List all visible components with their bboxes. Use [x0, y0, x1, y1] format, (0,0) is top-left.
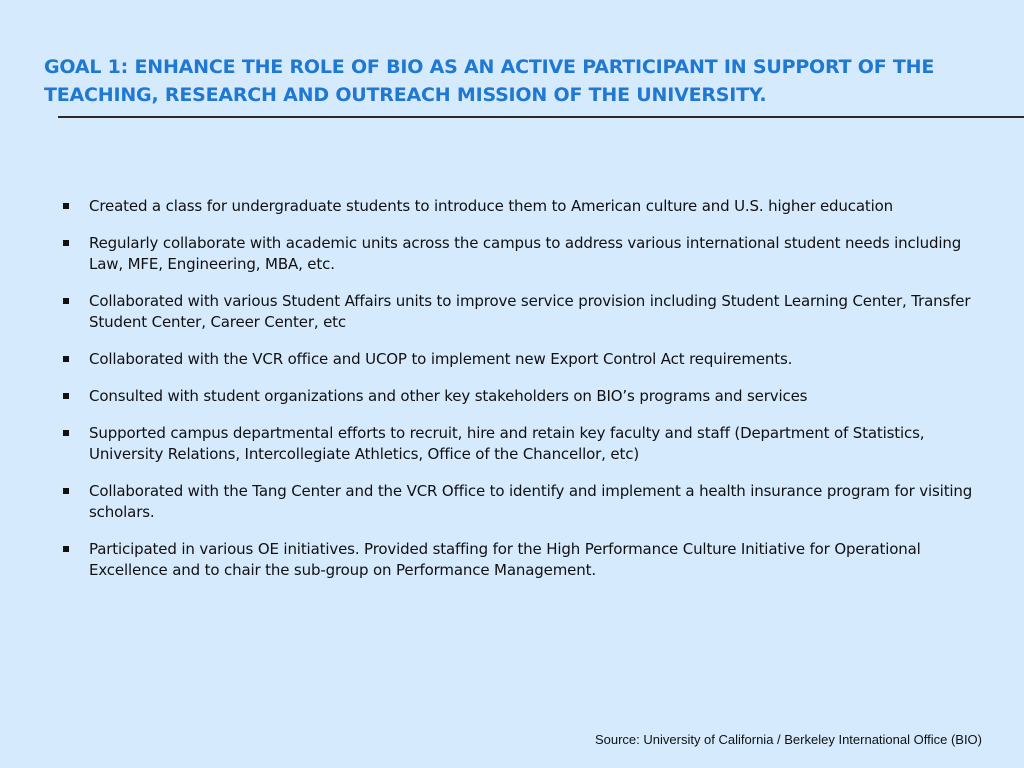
bullet-item [60, 233, 990, 275]
bullet-text: Consulted with student organizations and other key stakeholders on BIO’s programs and services [89, 387, 808, 405]
bullet-item [60, 291, 990, 333]
bullet-text: Collaborated with the Tang Center and the VCR Office to identify and implement a health insurance program for visiting scholars. [89, 482, 973, 521]
square-bullet-icon [63, 298, 69, 304]
bullet-list [60, 196, 990, 597]
bullet-text: Collaborated with various Student Affairs units to improve service provision including Student Learning Center, Transfer Student Center, Career Center, etc [89, 292, 971, 331]
slide-title: GOAL 1: ENHANCE THE ROLE OF BIO AS AN ACTIVE PARTICIPANT IN SUPPORT OF THE TEACHING, RESEARCH AND OUTREACH MISSION OF THE UNIVERSITY. [44, 56, 935, 106]
bullet-item [60, 386, 990, 407]
bullet-text: Created a class for undergraduate students to introduce them to American culture and U.S. higher education [89, 197, 894, 215]
square-bullet-icon [63, 203, 69, 209]
title-divider [58, 116, 1024, 118]
bullet-text: Regularly collaborate with academic units across the campus to address various international student needs including Law, MFE, Engineering, MBA, etc. [89, 234, 962, 273]
square-bullet-icon [63, 546, 69, 552]
bullet-item [60, 196, 990, 217]
bullet-item [60, 481, 990, 523]
bullet-item [60, 423, 990, 465]
square-bullet-icon [63, 393, 69, 399]
bullet-text: Collaborated with the VCR office and UCOP to implement new Export Control Act requirements. [89, 350, 793, 368]
source-citation: Source: University of California / Berkeley International Office (BIO) [594, 732, 982, 747]
bullet-item [60, 539, 990, 581]
bullet-text: Participated in various OE initiatives. Provided staffing for the High Performance Culture Initiative for Operational Excellence and to chair the sub-group on Performance Management. [89, 540, 921, 579]
square-bullet-icon [63, 430, 69, 436]
bullet-item [60, 349, 990, 370]
bullet-text: Supported campus departmental efforts to recruit, hire and retain key faculty and staff (Department of Statistics, University Relations, Intercollegiate Athletics, Office of the Chancellor, etc) [89, 424, 925, 463]
square-bullet-icon [63, 240, 69, 246]
square-bullet-icon [63, 356, 69, 362]
square-bullet-icon [63, 488, 69, 494]
